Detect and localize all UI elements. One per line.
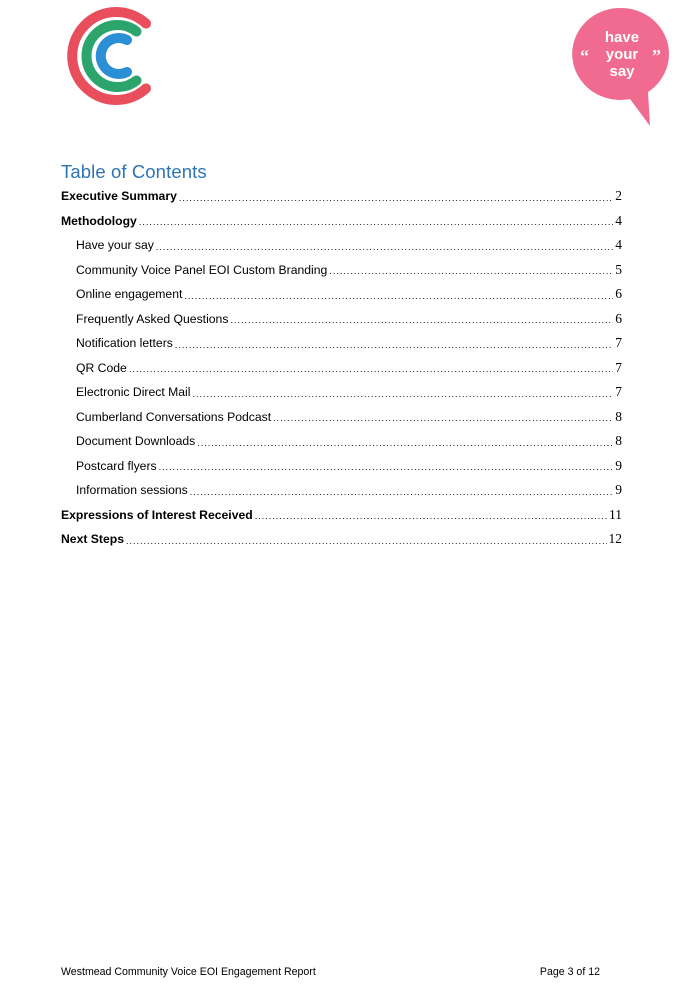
logo-text-say: say — [609, 63, 635, 80]
toc-entry[interactable] — [61, 307, 622, 332]
toc-entry[interactable] — [61, 184, 622, 209]
svg-text:“: “ — [580, 46, 589, 66]
toc-dot-leader — [139, 218, 613, 233]
toc-entry[interactable] — [61, 454, 622, 479]
toc-entry-label[interactable]: Electronic Direct Mail — [76, 385, 191, 400]
footer-report-title: Westmead Community Voice EOI Engagement Report — [61, 966, 316, 978]
toc-entry-label[interactable]: Expressions of Interest Received — [61, 507, 253, 522]
toc-dot-leader — [190, 488, 613, 503]
toc-entry-page[interactable]: 7 — [615, 359, 622, 375]
table-of-contents — [61, 184, 622, 552]
toc-entry[interactable] — [61, 209, 622, 234]
toc-dot-leader — [184, 292, 613, 307]
toc-entry-page[interactable]: 7 — [615, 384, 622, 400]
logo-text-your: your — [605, 46, 639, 63]
toc-entry-label[interactable]: Postcard flyers — [76, 458, 157, 473]
toc-dot-leader — [197, 439, 613, 454]
toc-entry[interactable] — [61, 405, 622, 430]
toc-entry-page[interactable]: 4 — [615, 237, 622, 253]
toc-entry-label[interactable]: Executive Summary — [61, 189, 177, 204]
toc-entry-page[interactable]: 9 — [615, 457, 622, 473]
logo-text-have: have — [604, 29, 640, 46]
toc-entry-label[interactable]: Next Steps — [61, 532, 124, 547]
toc-entry-page[interactable]: 2 — [615, 188, 622, 204]
toc-entry[interactable] — [61, 527, 622, 552]
toc-entry-page[interactable]: 11 — [609, 506, 622, 522]
toc-entry-page[interactable]: 6 — [615, 310, 622, 326]
toc-dot-leader — [175, 341, 613, 356]
toc-entry-label[interactable]: Community Voice Panel EOI Custom Branding — [76, 262, 328, 277]
have-your-say-logo — [572, 6, 672, 128]
toc-entry-label[interactable]: Cumberland Conversations Podcast — [76, 409, 272, 424]
toc-dot-leader — [273, 414, 613, 429]
toc-entry[interactable] — [61, 258, 622, 283]
toc-title: Table of Contents — [61, 161, 207, 182]
toc-entry-page[interactable]: 9 — [615, 482, 622, 498]
toc-entry[interactable] — [61, 282, 622, 307]
toc-dot-leader — [129, 365, 613, 380]
toc-entry-label[interactable]: Notification letters — [76, 336, 173, 351]
toc-entry-page[interactable]: 6 — [615, 286, 622, 302]
toc-dot-leader — [126, 537, 607, 552]
council-c-logo — [66, 6, 158, 106]
toc-entry[interactable] — [61, 380, 622, 405]
toc-entry-page[interactable]: 7 — [615, 335, 622, 351]
toc-entry-label[interactable]: Online engagement — [76, 287, 183, 302]
toc-entry[interactable] — [61, 233, 622, 258]
toc-dot-leader — [192, 390, 613, 405]
toc-dot-leader — [230, 316, 613, 331]
toc-entry-page[interactable]: 12 — [608, 531, 622, 547]
toc-entry-page[interactable]: 8 — [615, 433, 622, 449]
toc-entry-label[interactable]: QR Code — [76, 360, 127, 375]
toc-entry[interactable] — [61, 356, 622, 381]
toc-entry[interactable] — [61, 429, 622, 454]
toc-dot-leader — [156, 243, 613, 258]
toc-entry-page[interactable]: 8 — [615, 408, 622, 424]
toc-entry-label[interactable]: Methodology — [61, 213, 137, 228]
toc-dot-leader — [159, 463, 614, 478]
toc-dot-leader — [255, 512, 607, 527]
toc-entry[interactable] — [61, 331, 622, 356]
toc-entry-label[interactable]: Frequently Asked Questions — [76, 311, 229, 326]
svg-text:”: ” — [652, 46, 661, 66]
toc-entry-page[interactable]: 5 — [615, 261, 622, 277]
toc-entry[interactable] — [61, 503, 622, 528]
toc-entry-label[interactable]: Document Downloads — [76, 434, 196, 449]
toc-entry-label[interactable]: Information sessions — [76, 483, 188, 498]
toc-dot-leader — [179, 194, 613, 209]
toc-dot-leader — [329, 267, 613, 282]
toc-entry-label[interactable]: Have your say — [76, 238, 154, 253]
toc-entry-page[interactable]: 4 — [615, 212, 622, 228]
toc-entry[interactable] — [61, 478, 622, 503]
footer-page-number: Page 3 of 12 — [539, 966, 600, 978]
